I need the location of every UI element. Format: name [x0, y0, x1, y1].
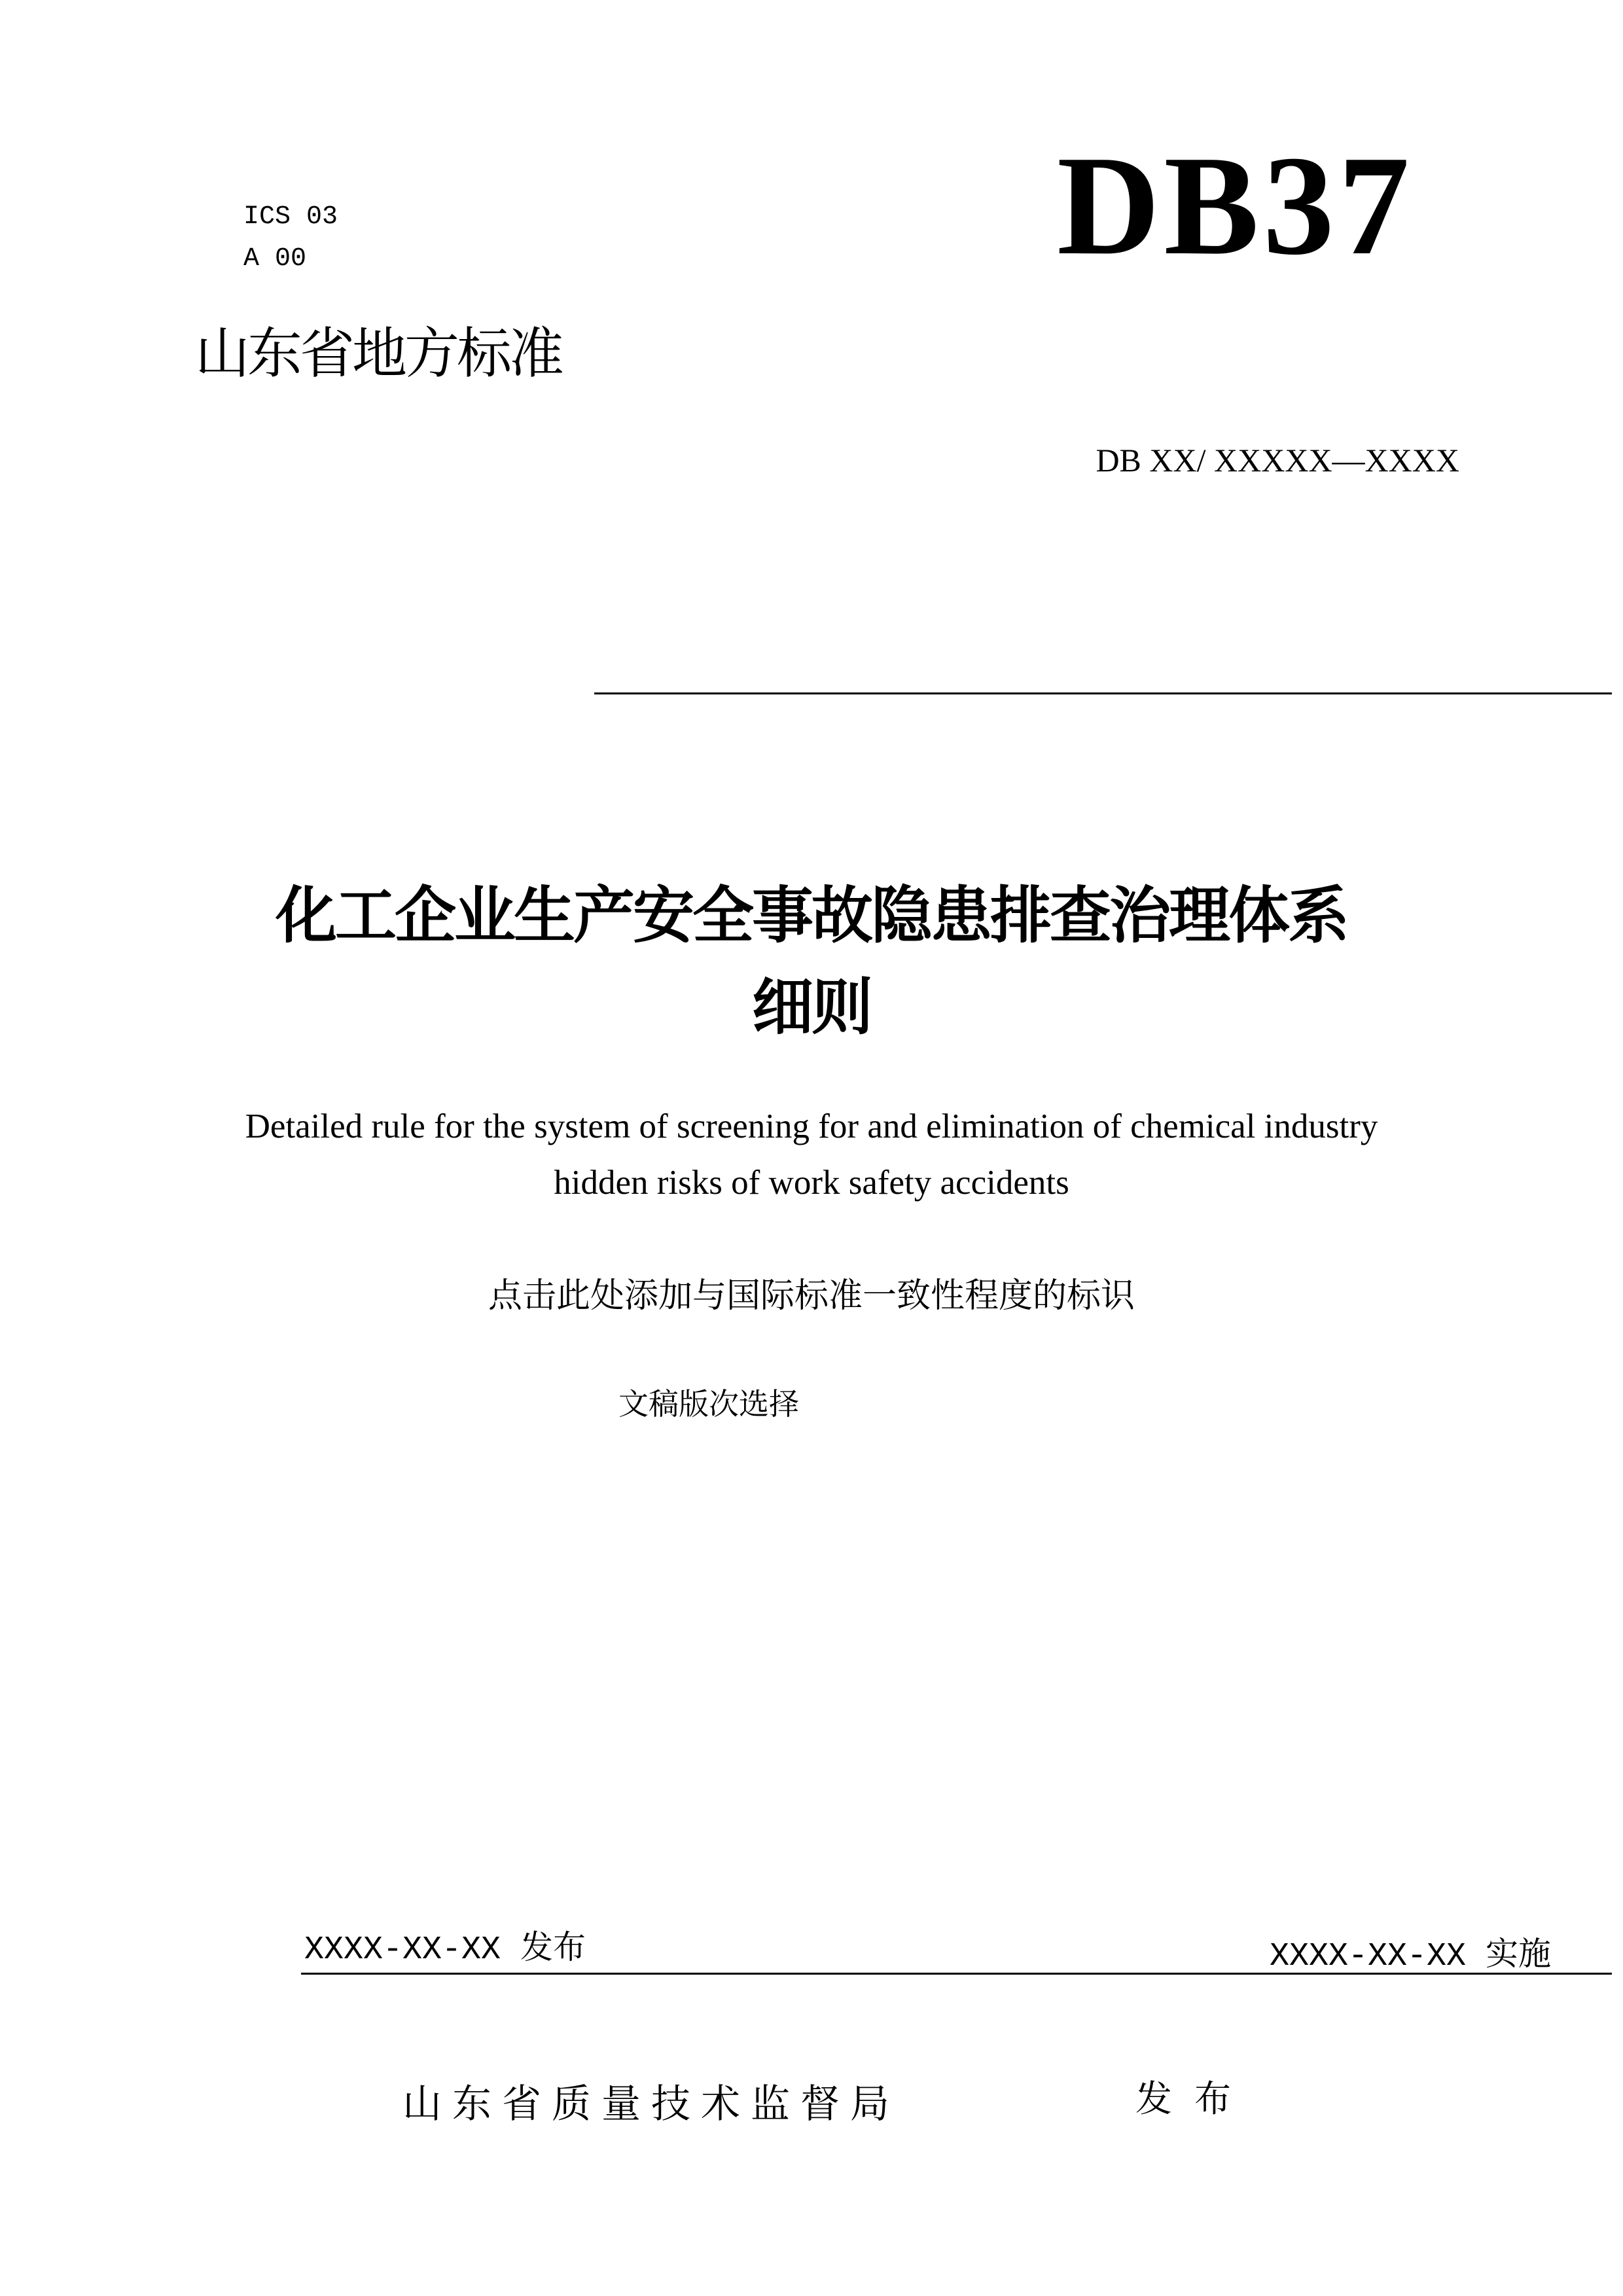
ccs-code: A 00 — [243, 244, 307, 274]
title-chinese — [0, 870, 1623, 1054]
db37-logo: DB37 — [1057, 127, 1414, 285]
issuing-authority: 山东省质量技术监督局 — [402, 2081, 900, 2127]
publish-label: 发布 — [1135, 2078, 1253, 2121]
title-english-line-1: Detailed rule for the system of screening for and elimination of chemical industry — [245, 1107, 1378, 1145]
standard-number: DB XX/ XXXXX—XXXX — [1096, 442, 1459, 478]
ics-classification — [243, 196, 338, 280]
issue-date: XXXX-XX-XX 发布 — [304, 1931, 586, 1969]
title-chinese-line-1: 化工企业生产安全事故隐患排查治理体系 — [275, 880, 1347, 952]
title-english-line-2: hidden risks of work safety accidents — [554, 1164, 1069, 1202]
ics-code: ICS 03 — [243, 202, 338, 232]
title-english — [0, 1098, 1623, 1211]
title-chinese-line-2: 细则 — [751, 972, 871, 1043]
footer-divider — [301, 1973, 1612, 1975]
implementation-date: XXXX-XX-XX 实施 — [1269, 1938, 1551, 1975]
conformity-placeholder[interactable]: 点击此处添加与国际标准一致性程度的标识 — [488, 1276, 1135, 1316]
header-divider — [594, 692, 1612, 694]
draft-version-selector[interactable]: 文稿版次选择 — [618, 1386, 799, 1422]
standard-type: 山东省地方标准 — [195, 321, 562, 386]
